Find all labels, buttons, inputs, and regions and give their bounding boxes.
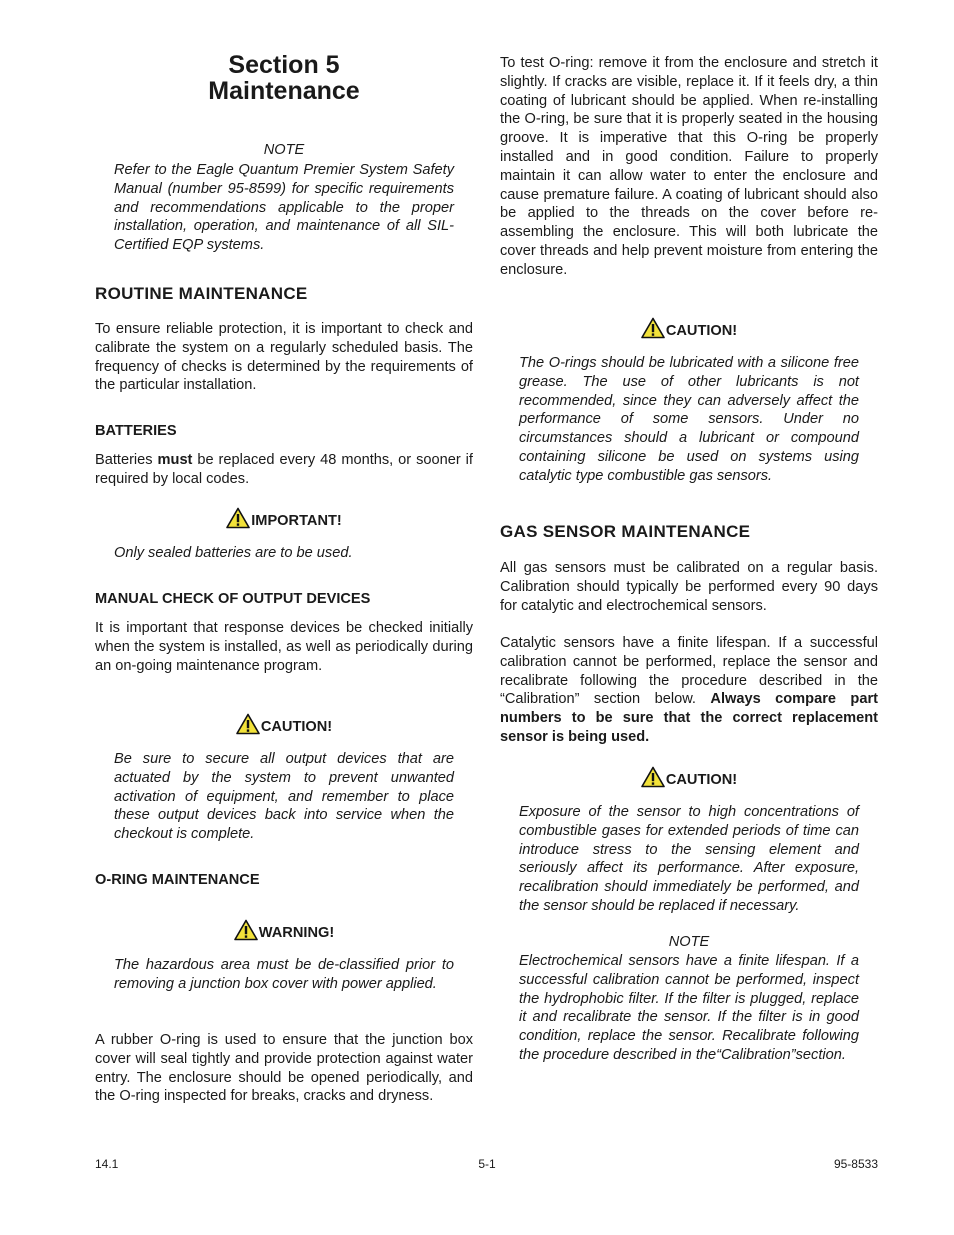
- oring-maintenance-text: A rubber O-ring is used to ensure that the junction box cover will seal tightly and provide protection against water entry. The enclosure should be opened periodically, and the O-ring inspected for breaks, cracks and dryness.: [95, 1032, 473, 1105]
- caution-callout-2: [500, 317, 878, 339]
- batteries-text: Batteries must be replaced every 48 months, or sooner if required by local codes.: [95, 452, 473, 487]
- caution-label: CAUTION!: [665, 323, 738, 339]
- footer-document-number: 95-8533: [833, 1157, 878, 1171]
- important-label: IMPORTANT!: [251, 513, 342, 529]
- gas-sensor-maintenance-heading: GAS SENSOR MAINTENANCE: [500, 522, 751, 541]
- important-text: Only sealed batteries are to be used.: [114, 545, 353, 561]
- warning-label: WARNING!: [258, 925, 335, 941]
- warning-triangle-icon: [234, 919, 258, 941]
- batteries-heading: BATTERIES: [95, 423, 177, 439]
- note-heading: NOTE: [263, 142, 305, 158]
- caution-label: CAUTION!: [260, 719, 333, 735]
- footer-page-number: 5-1: [478, 1157, 496, 1171]
- section-number: Section 5: [228, 51, 340, 79]
- caution-text-2: The O-rings should be lubricated with a silicone free grease. The use of other lubricants is not recommended, since they can adversely affect the performance of some sensors. Under no circumstances should a lubricant or compound containing silicone be used on systems using catalytic type combustible gas sensors.: [519, 355, 859, 484]
- warning-text: The hazardous area must be de-classified prior to removing a junction box cover with power applied.: [114, 957, 454, 992]
- warning-triangle-icon: [236, 713, 260, 735]
- caution-text-3: Exposure of the sensor to high concentrations of combustible gases for extended periods of time can introduce stress to the sensing element and seriously affect its performance. After exposure, recalibration should immediately be performed, and the sensor should be replaced if necessary.: [519, 804, 859, 914]
- note-text: Refer to the Eagle Quantum Premier System Safety Manual (number 95-8599) for specific requirements and recommendations applicable to the proper installation, operation, and maintenance of all SIL-Certified EQP systems.: [114, 162, 454, 254]
- oring-test-text: To test O-ring: remove it from the enclosure and stretch it slightly. If cracks are visible, replace it. If it feels dry, a thin coating of lubricant should be applied. When re-installing the O-ring, be sure that it is properly seated in the housing groove. It is imperative that this O-ring be properly installed and in good condition. Failure to properly maintain it can allow water to enter the enclosure and cause premature failure. A coating of lubricant should also be applied to the threads on the cover before re-assembling the enclosure. This will both lubricate the cover threads and help prevent moisture from entering the enclosure.: [500, 55, 878, 278]
- note-heading-2: NOTE: [668, 934, 710, 950]
- caution-label: CAUTION!: [665, 772, 738, 788]
- important-callout: [95, 507, 473, 529]
- warning-triangle-icon: [641, 317, 665, 339]
- manual-check-heading: MANUAL CHECK OF OUTPUT DEVICES: [95, 591, 371, 607]
- section-name: Maintenance: [208, 77, 360, 105]
- routine-maintenance-heading: ROUTINE MAINTENANCE: [95, 284, 308, 303]
- oring-maintenance-heading: O-RING MAINTENANCE: [95, 872, 260, 888]
- warning-triangle-icon: [641, 766, 665, 788]
- warning-callout: [95, 919, 473, 941]
- caution-callout-1: [95, 713, 473, 735]
- warning-triangle-icon: [226, 507, 250, 529]
- footer-revision: 14.1: [95, 1157, 119, 1171]
- caution-callout-3: [500, 766, 878, 788]
- gas-sensor-text-2: Catalytic sensors have a finite lifespan. If a successful calibration cannot be performed, replace the sensor and recalibrate following the procedure described in the “Calibration” section below. Always compare part numbers to be sure that the correct replacement sensor is being used.: [500, 635, 878, 745]
- caution-text-1: Be sure to secure all output devices that are actuated by the system to prevent unwanted activation of equipment, and remember to place these output devices back into service when the checkout is complete.: [114, 751, 454, 843]
- manual-check-text: It is important that response devices be checked initially when the system is installed, as well as periodically during an on-going maintenance program.: [95, 620, 473, 674]
- gas-sensor-text-1: All gas sensors must be calibrated on a regular basis. Calibration should typically be performed every 90 days for catalytic and electrochemical sensors.: [500, 560, 878, 614]
- note-text-2: Electrochemical sensors have a finite lifespan. If a successful calibration cannot be performed, inspect the hydrophobic filter. If the filter is plugged, replace it and recalibrate the sensor. If the filter is in good condition, replace the sensor. Recalibrate following the procedure described in the“Calibration”section.: [519, 953, 859, 1063]
- page-title: [95, 52, 473, 104]
- routine-maintenance-text: To ensure reliable protection, it is important to check and calibrate the system on a regularly scheduled basis. The frequency of checks is determined by the requirements of the particular installation.: [95, 321, 473, 394]
